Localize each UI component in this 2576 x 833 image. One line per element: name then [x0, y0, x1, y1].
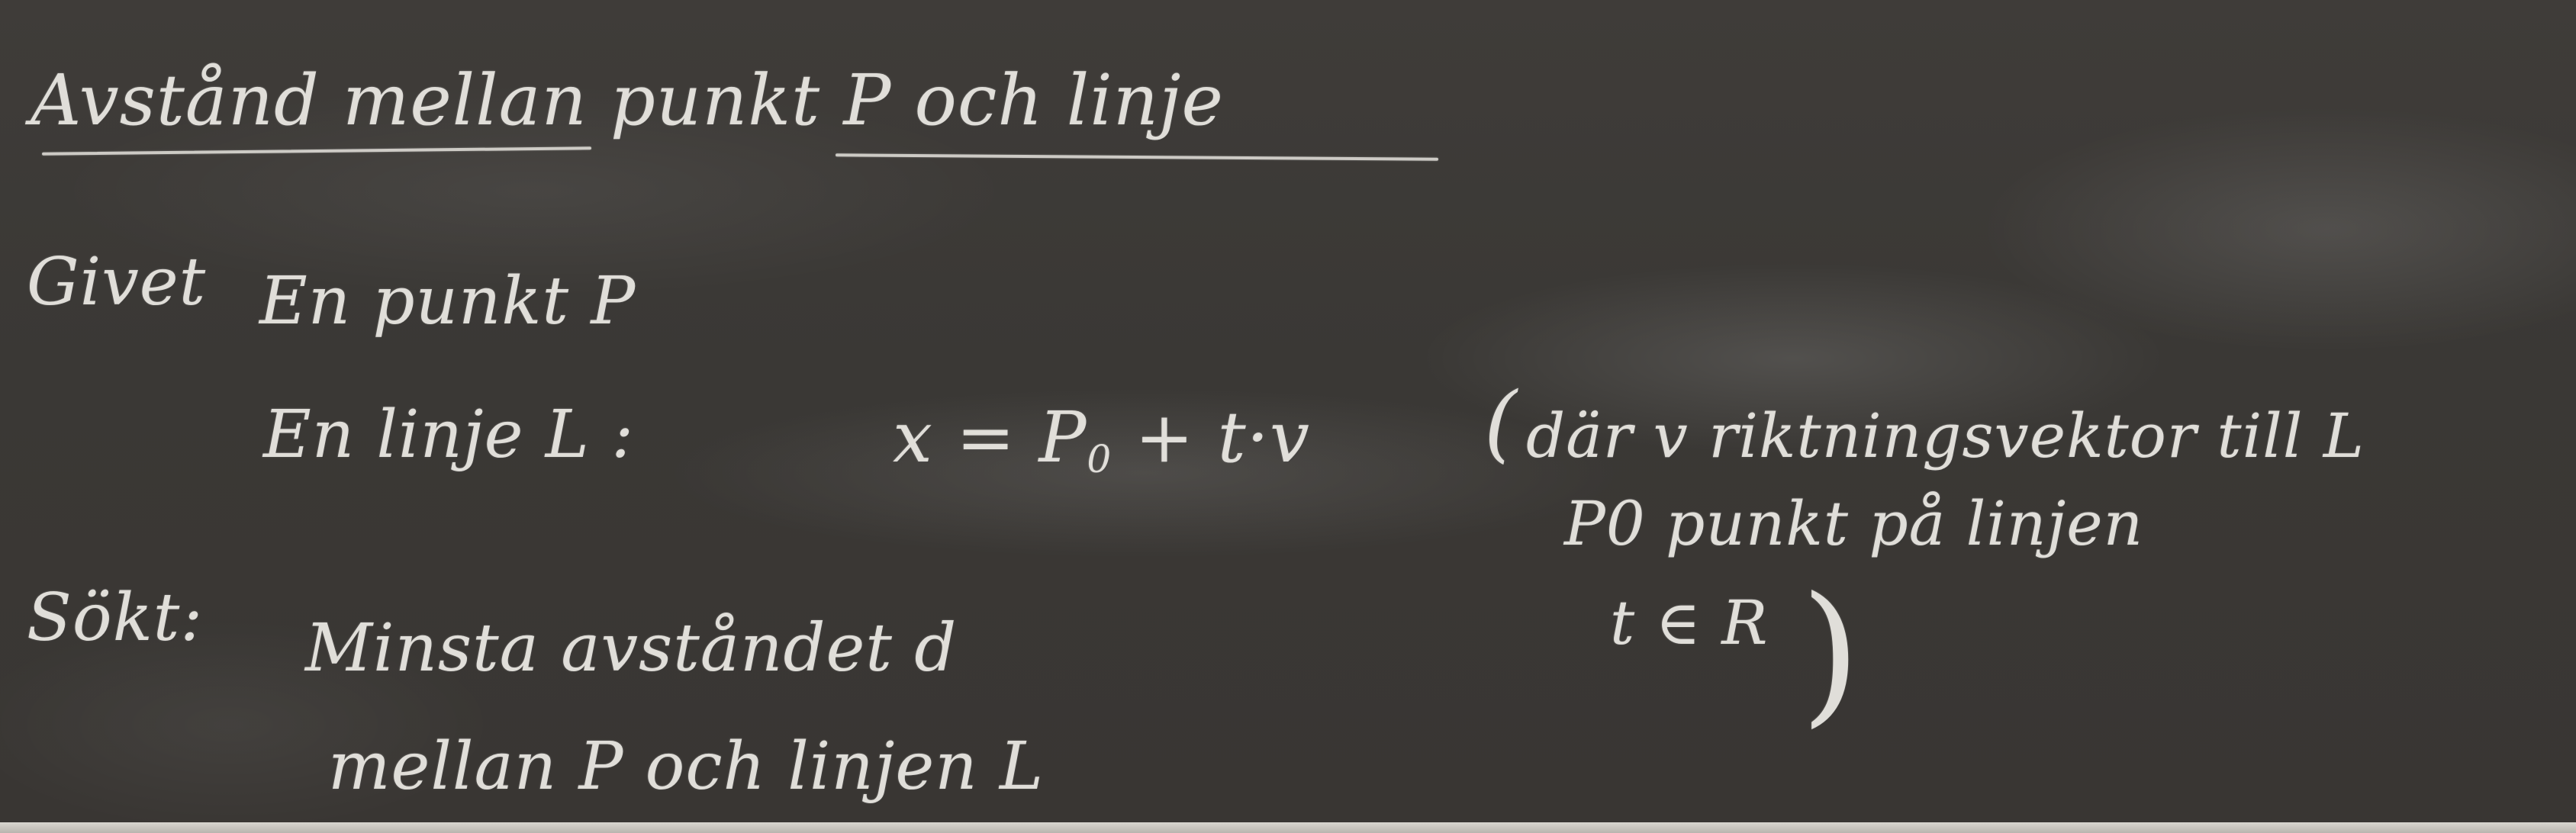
chalk-ledge — [0, 822, 2576, 833]
board-title: Avstånd mellan punkt P och linje — [31, 60, 1224, 141]
note-line-point: P0 punkt på linjen — [1564, 488, 2144, 559]
title-underline-right — [836, 153, 1438, 161]
sokt-line-between: mellan P och linjen L — [328, 728, 1045, 805]
sokt-label: Sökt: — [27, 580, 204, 656]
title-underline-left — [42, 146, 591, 156]
givet-line-point: En punkt P — [259, 263, 636, 339]
note-line-parameter: t ∈ R — [1610, 587, 1769, 658]
givet-line-linje: En linje L : — [263, 397, 635, 473]
line-equation-end: + t·v — [1112, 397, 1310, 478]
note-line-direction: där v riktningsvektor till L — [1526, 400, 2365, 471]
sokt-line-distance: Minsta avståndet d — [305, 610, 958, 687]
note-paren-close: ) — [1801, 564, 1862, 742]
note-paren-open: ( — [1484, 374, 1518, 471]
line-equation-subscript: 0 — [1087, 437, 1113, 481]
line-equation — [893, 397, 1310, 481]
line-equation-main: x = P — [893, 397, 1087, 478]
givet-label: Givet — [27, 244, 207, 320]
